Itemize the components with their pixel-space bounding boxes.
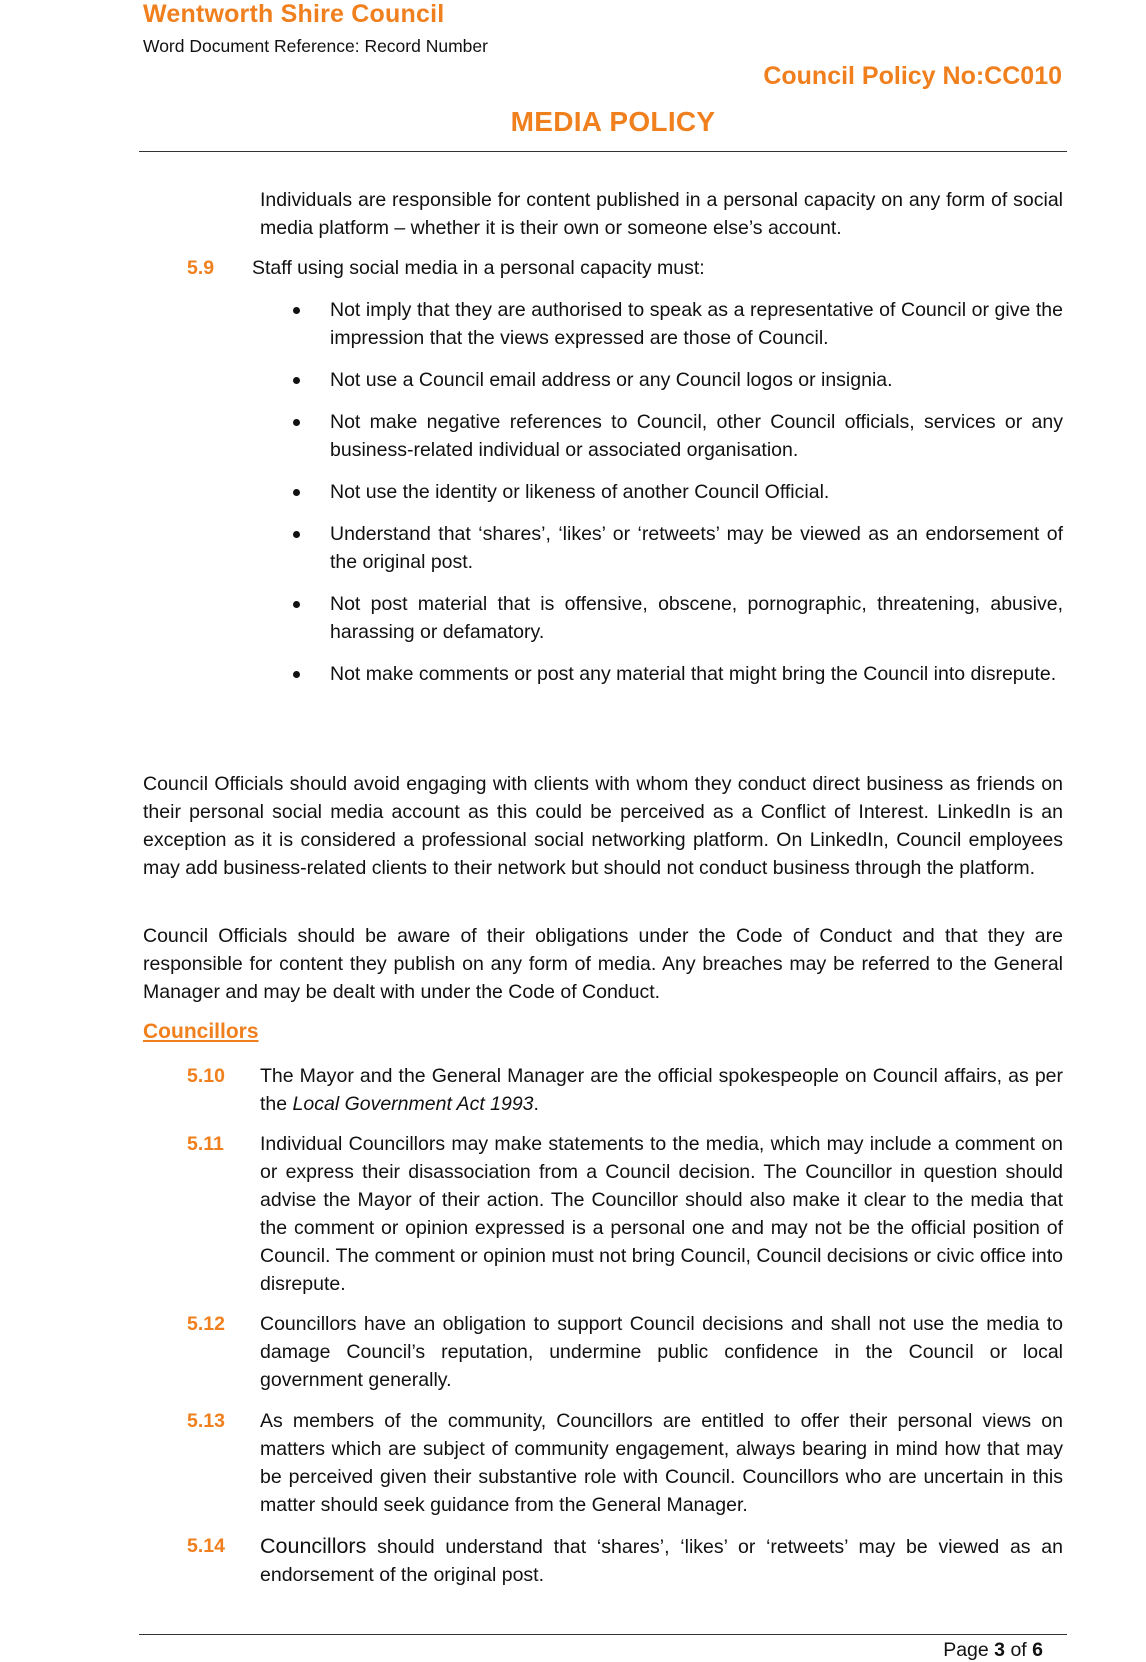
total-pages: 6 — [1032, 1639, 1043, 1661]
paragraph: Council Officials should avoid engaging with clients with whom they conduct direct business as friends on their personal social media account as this could be perceived as a Conflict of Interest. LinkedIn is an exception as it is considered a professional social networking platform. On LinkedIn, Council employees may add business-related clients to their network but should not conduct business through the platform. — [143, 773, 1063, 879]
bullet-icon — [293, 531, 300, 538]
clause-number: 5.13 — [187, 1410, 225, 1432]
list-item-text: Not make negative references to Council, other Council officials, services or any business-related individual or associated organisation. — [330, 411, 1063, 461]
bullet-icon — [293, 489, 300, 496]
paragraph: Council Officials should be aware of their obligations under the Code of Conduct and that they are responsible for content they publish on any form of media. Any breaches may be referred to the General Manager and may be dealt with under the Code of Conduct. — [143, 925, 1063, 1003]
list-item-text: Not make comments or post any material that might bring the Council into disrepute. — [330, 663, 1057, 685]
list-item-text: Not use a Council email address or any Council logos or insignia. — [330, 369, 893, 391]
footer-divider — [139, 1634, 1067, 1635]
list-item — [290, 478, 1063, 506]
clause-text: Individual Councillors may make statements to the media, which may include a comment on or express their disassociation from a Council decision. The Councillor in question should advise the Mayor of their action. The Councillor should also make it clear to the media that the comment or opinion expressed is a personal one and may not be the official position of Council. The comment or opinion must not bring Council, Council decisions or civic office into disrepute. — [260, 1133, 1063, 1295]
policy-number: Council Policy No:CC010 — [763, 62, 1062, 90]
list-item — [290, 590, 1063, 646]
clause-text: As members of the community, Councillors are entitled to offer their personal views on matters which are subject of community engagement, always bearing in mind how that may be perceived given their substantive role with Council. Councillors who are uncertain in this matter should seek guidance from the General Manager. — [260, 1410, 1063, 1516]
list-item — [290, 296, 1063, 352]
bullet-icon — [293, 419, 300, 426]
clause-text-part: . — [533, 1093, 539, 1115]
bullet-icon — [293, 307, 300, 314]
clause-text: Councillors have an obligation to support Council decisions and shall not use the media to damage Council’s reputation, undermine public confidence in the Council or local government generally. — [260, 1313, 1063, 1391]
page-title: MEDIA POLICY — [510, 106, 716, 137]
list-item-text: Not post material that is offensive, obscene, pornographic, threatening, abusive, harassing or defamatory. — [330, 593, 1063, 643]
intro-paragraph: Individuals are responsible for content published in a personal capacity on any form of social media platform – whether it is their own or someone else’s account. — [260, 189, 1063, 239]
header-divider — [139, 151, 1067, 152]
bullet-list — [290, 296, 1063, 702]
bullet-icon — [293, 671, 300, 678]
page-label: Page — [943, 1639, 995, 1661]
organization-name: Wentworth Shire Council — [143, 0, 445, 28]
clause-number: 5.9 — [187, 257, 215, 279]
clause-number: 5.10 — [187, 1065, 225, 1087]
clause-lead-word: Councillors — [260, 1534, 367, 1558]
act-name: Local Government Act 1993 — [292, 1093, 534, 1115]
clause-number: 5.12 — [187, 1313, 225, 1335]
clause-text-part: The Mayor and the General Manager are the official spokespeople on Council affairs, as per the — [260, 1065, 1063, 1115]
list-item-text: Understand that ‘shares’, ‘likes’ or ‘retweets’ may be viewed as an endorsement of the original post. — [330, 523, 1063, 573]
list-item-text: Not use the identity or likeness of another Council Official. — [330, 481, 830, 503]
list-item — [290, 408, 1063, 464]
of-label: of — [1005, 1639, 1033, 1661]
clause-text-part: should understand that ‘shares’, ‘likes’ or ‘retweets’ may be viewed as an endorsement of the original post. — [260, 1536, 1063, 1586]
clause-text — [260, 1062, 1063, 1118]
clause-text — [260, 1532, 1063, 1589]
bullet-icon — [293, 377, 300, 384]
clause-number: 5.14 — [187, 1535, 225, 1557]
list-item-text: Not imply that they are authorised to speak as a representative of Council or give the impression that the views expressed are those of Council. — [330, 299, 1063, 349]
list-item — [290, 660, 1063, 688]
list-item — [290, 520, 1063, 576]
document-reference: Word Document Reference: Record Number — [143, 36, 488, 56]
clause-text: Staff using social media in a personal capacity must: — [252, 257, 705, 279]
list-item — [290, 366, 1063, 394]
section-heading: Councillors — [143, 1020, 259, 1043]
clause-number: 5.11 — [187, 1133, 224, 1155]
bullet-icon — [293, 601, 300, 608]
current-page: 3 — [994, 1639, 1006, 1661]
